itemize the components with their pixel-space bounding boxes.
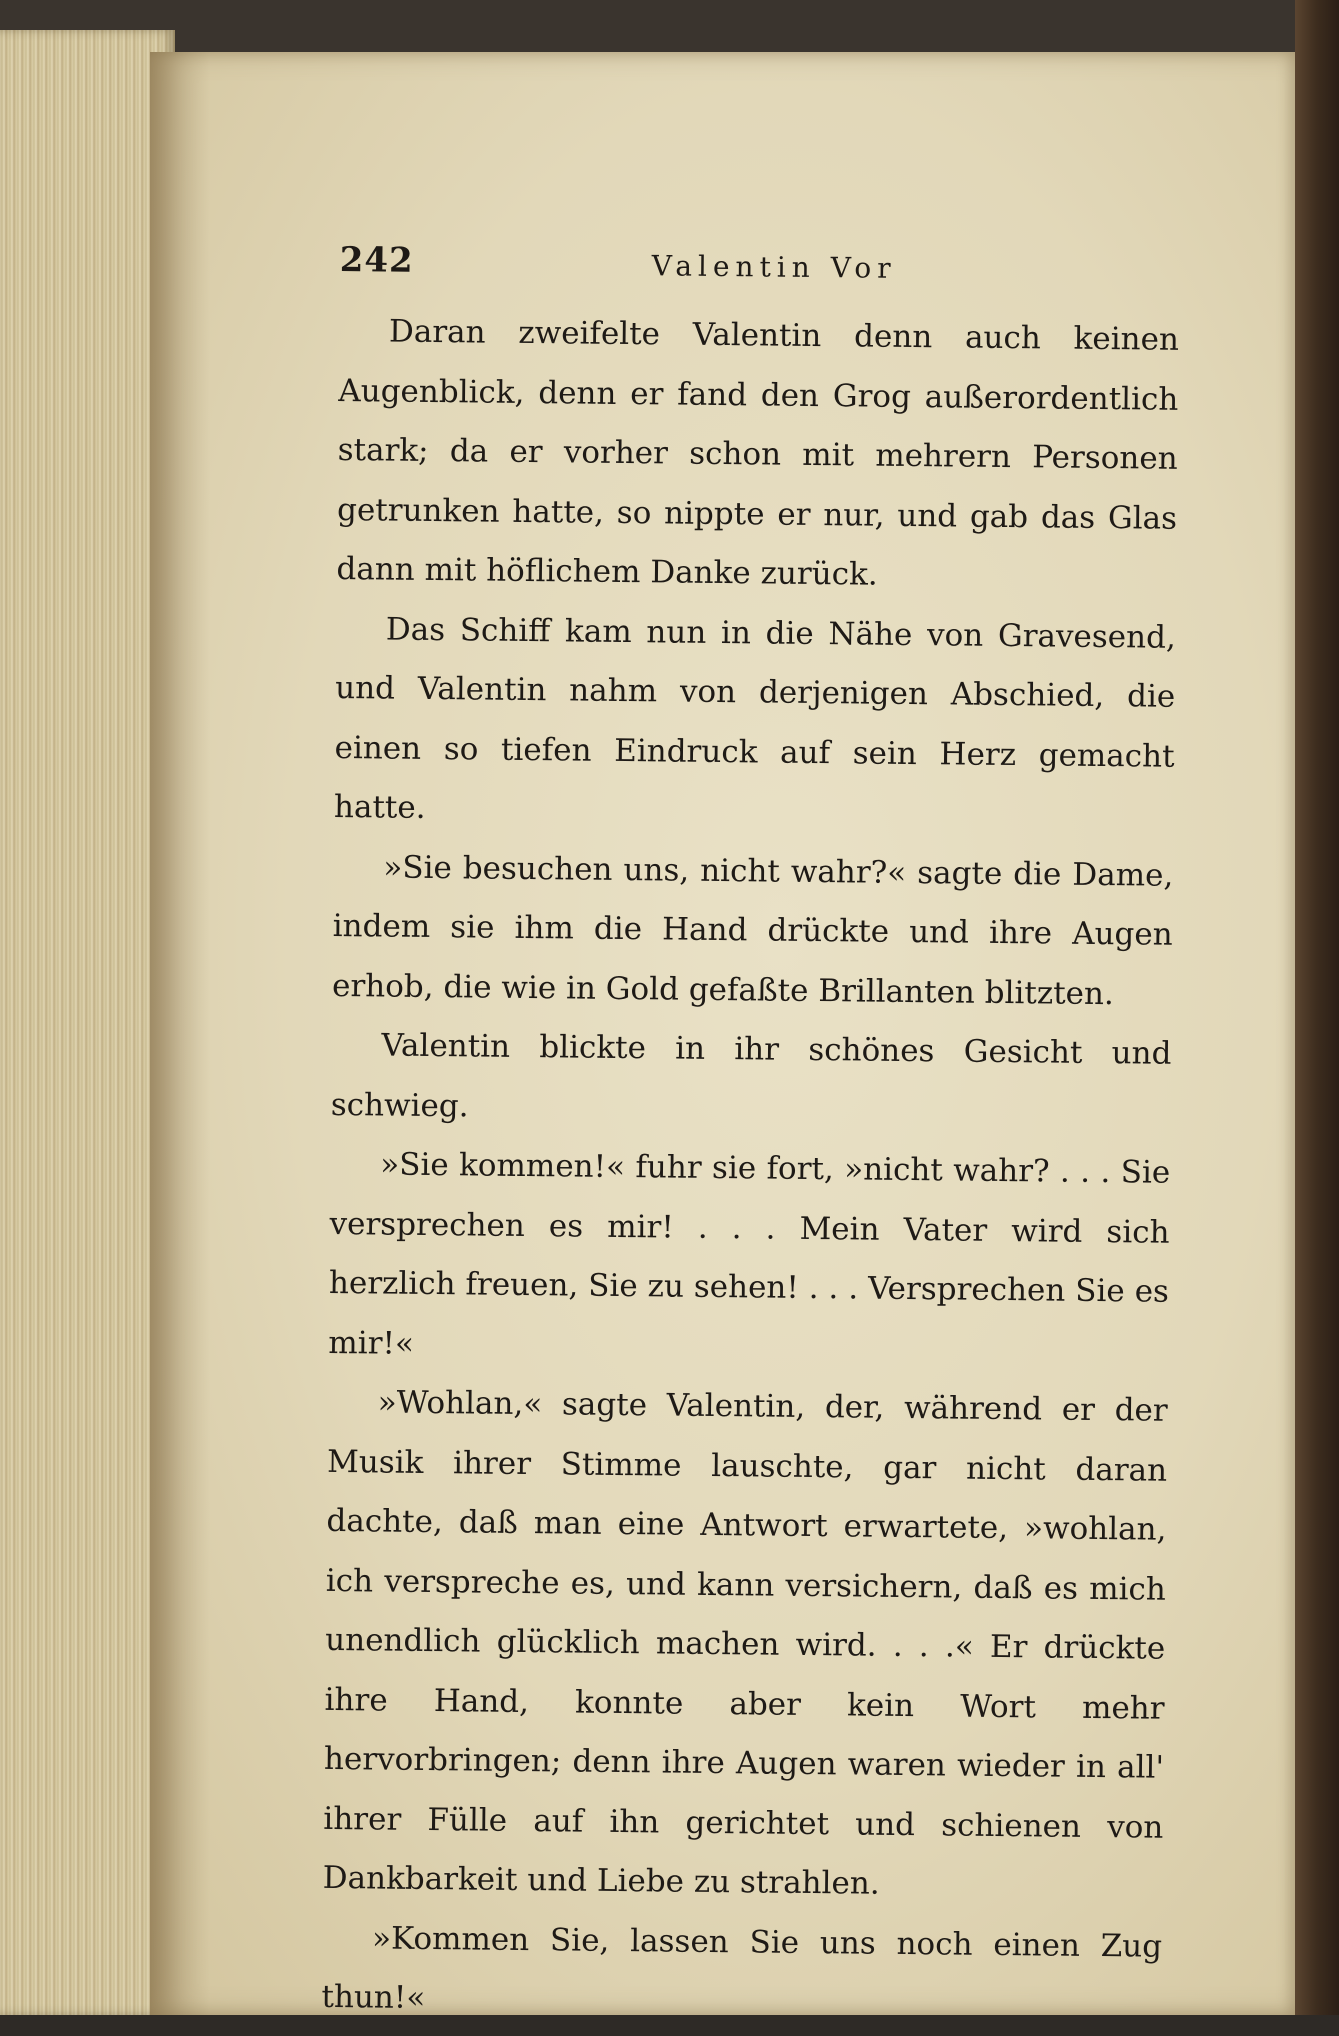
book-cover-edge	[1295, 0, 1339, 2015]
running-head: Valentin Vor	[651, 249, 897, 285]
paragraph: Valentin blickte in ihr schönes Gesicht und schwieg.	[330, 1027, 1172, 1124]
paragraph: »Sie besuchen uns, nicht wahr?« sagte die Dame, indem sie ihm die Hand drückte und ihre Augen erhob, die wie in Gold gefaßte Brillanten blitzten.	[331, 848, 1174, 1012]
book-page	[150, 52, 1295, 2015]
stacked-page-edges	[0, 30, 175, 2015]
page-header	[339, 232, 1180, 311]
page-number: 242	[339, 239, 414, 281]
text-block	[321, 232, 1180, 2036]
paragraph: »Kommen Sie, lassen Sie uns noch einen Zug thun!«	[321, 1919, 1163, 2016]
paragraph: Das Schiff kam nun in die Nähe von Gravesend, und Valentin nahm von derjenigen Abschied, die einen so tiefen Eindruck auf sein Herz gemacht hatte.	[333, 611, 1176, 826]
paragraph: »Wohlan,« sagte Valentin, der, während er der Musik ihrer Stimme lauschte, gar nicht daran dachte, daß man eine Antwort erwartete, »wohlan, ich verspreche es, und kann versichern, daß es mich unendlich glücklich machen wird. . . .« Er drückte ihre Hand, konnte aber kein Wort mehr hervorbringen; denn ihre Augen waren wieder in all' ihrer Fülle auf ihn gerichtet und schienen von Dankbarkeit und Liebe zu strahlen.	[322, 1384, 1168, 1902]
paragraph: »Sie kommen!« fuhr sie fort, »nicht wahr? . . . Sie versprechen es mir! . . . Mein Vater wird sich herzlich freuen, Sie zu sehen! . . . Versprechen Sie es mir!«	[328, 1146, 1171, 1362]
paragraph: Daran zweifelte Valentin denn auch keinen Augenblick, denn er fand den Grog außerordentlich stark; da er vorher schon mit mehrern Personen getrunken hatte, so nippte er nur, und gab das Glas dann mit höflichem Danke zurück.	[336, 313, 1180, 593]
gutter-shadow	[150, 52, 210, 2015]
